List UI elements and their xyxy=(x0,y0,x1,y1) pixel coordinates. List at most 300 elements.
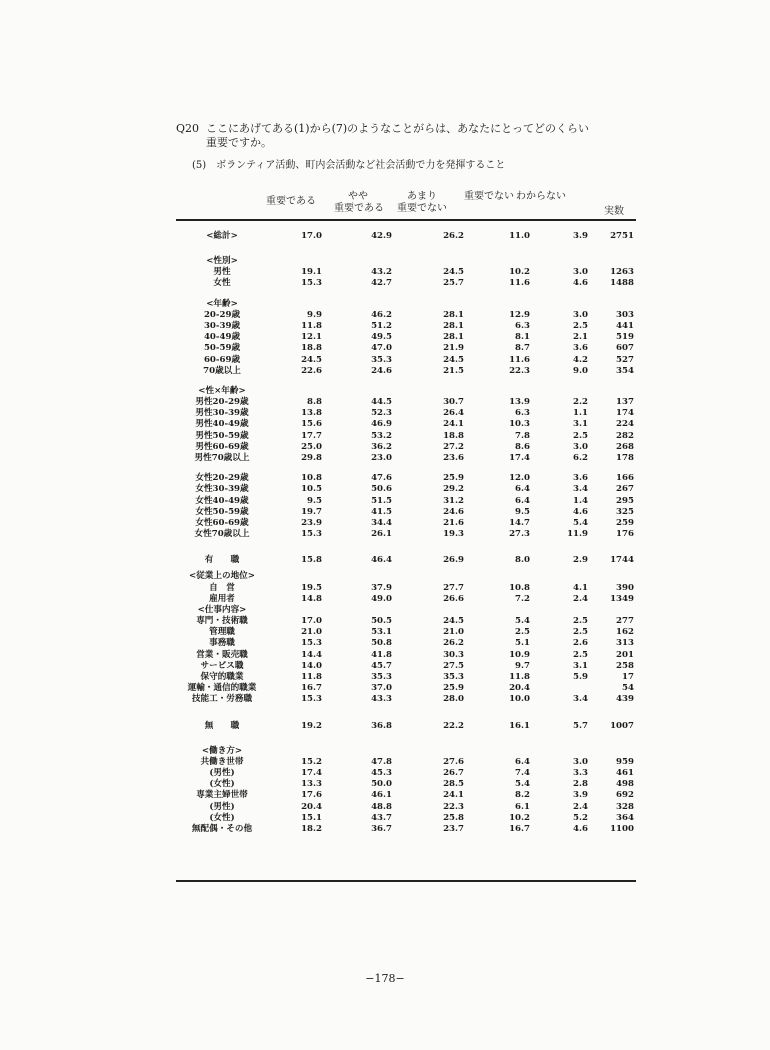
question-text-line2: 重要ですか。 xyxy=(206,136,272,149)
row-label: 男性20-29歳 xyxy=(195,397,249,408)
cell-col1: 9.9 xyxy=(307,309,322,320)
data-table xyxy=(176,225,636,835)
cell-col6: 607 xyxy=(616,343,634,354)
table-row xyxy=(176,518,636,529)
cell-col3: 26.4 xyxy=(443,408,464,419)
cell-col5: 3.0 xyxy=(573,756,588,767)
cell-col2: 53.1 xyxy=(371,627,392,638)
table-row xyxy=(176,321,636,332)
row-spacer xyxy=(176,737,636,746)
table-bottom-rule xyxy=(176,880,636,882)
cell-col1: 19.7 xyxy=(301,506,322,517)
row-label: 女性40-49歳 xyxy=(195,495,249,506)
table-row xyxy=(176,408,636,419)
cell-col5: 2.5 xyxy=(573,320,588,331)
cell-col1: 17.0 xyxy=(301,616,322,627)
cell-col6: 498 xyxy=(616,779,634,790)
table-row xyxy=(176,442,636,453)
cell-col6: 519 xyxy=(616,332,634,343)
row-label: 事務職 xyxy=(209,638,235,649)
cell-col4: 6.4 xyxy=(515,495,530,506)
cell-col4: 10.2 xyxy=(509,267,530,278)
cell-col3: 24.6 xyxy=(443,506,464,517)
cell-col1: 23.9 xyxy=(301,517,322,528)
row-label: 女性50-59歳 xyxy=(195,506,249,517)
cell-col6: 461 xyxy=(616,767,634,778)
cell-col5: 3.0 xyxy=(573,309,588,320)
cell-col3: 24.1 xyxy=(443,419,464,430)
cell-col4: 14.7 xyxy=(509,517,530,528)
cell-col4: 2.5 xyxy=(515,627,530,638)
cell-col6: 174 xyxy=(616,408,634,419)
cell-col1: 16.7 xyxy=(301,683,322,694)
cell-col5: 5.7 xyxy=(573,720,588,731)
cell-col5: 3.9 xyxy=(573,231,588,241)
cell-col4: 27.3 xyxy=(509,529,530,540)
cell-col6: 224 xyxy=(616,419,634,430)
cell-col3: 26.6 xyxy=(443,593,464,604)
cell-col2: 47.6 xyxy=(371,473,392,484)
cell-col6: 1744 xyxy=(610,555,634,566)
row-label: <仕事内容> xyxy=(197,604,247,615)
cell-col1: 14.8 xyxy=(301,593,322,604)
cell-col5: 6.2 xyxy=(573,453,588,463)
row-label: <総計> xyxy=(206,231,238,241)
cell-col3: 28.5 xyxy=(443,779,464,790)
cell-col4: 10.2 xyxy=(509,812,530,823)
header-count: 実数 xyxy=(604,206,624,217)
cell-col6: 439 xyxy=(616,694,634,705)
table-row xyxy=(176,310,636,321)
row-label: 女性30-39歳 xyxy=(195,484,249,495)
question-number: Q20 xyxy=(176,122,200,135)
cell-col1: 11.8 xyxy=(301,672,322,682)
cell-col4: 8.7 xyxy=(515,343,530,354)
cell-col4: 7.4 xyxy=(515,767,530,778)
cell-col5: 3.1 xyxy=(573,660,588,671)
row-label: 専業主婦世帯 xyxy=(196,790,248,801)
cell-col4: 11.6 xyxy=(509,354,530,365)
cell-col4: 6.4 xyxy=(515,484,530,495)
cell-col1: 15.8 xyxy=(301,555,322,566)
cell-col5: 2.8 xyxy=(573,779,588,790)
cell-col3: 25.7 xyxy=(443,278,464,289)
page-number: −178− xyxy=(365,972,405,985)
table-row xyxy=(176,715,636,737)
cell-col6: 54 xyxy=(622,683,634,694)
table-row xyxy=(176,779,636,790)
cell-col3: 23.7 xyxy=(443,823,464,834)
cell-col3: 21.6 xyxy=(443,517,464,528)
cell-col2: 36.2 xyxy=(371,441,392,452)
row-spacer xyxy=(176,540,636,549)
table-row xyxy=(176,605,636,616)
cell-col1: 19.2 xyxy=(301,720,322,731)
cell-col6: 364 xyxy=(616,812,634,823)
cell-col6: 178 xyxy=(616,453,634,463)
cell-col5: 5.2 xyxy=(573,812,588,823)
cell-col3: 22.2 xyxy=(443,720,464,731)
row-label: 30-39歳 xyxy=(203,320,241,331)
cell-col2: 48.8 xyxy=(371,801,392,812)
row-label: 無配偶・その他 xyxy=(191,823,253,834)
row-label: <働き方> xyxy=(201,745,243,756)
cell-col2: 35.3 xyxy=(371,354,392,365)
cell-col3: 26.2 xyxy=(443,638,464,649)
table-row xyxy=(176,529,636,540)
cell-col6: 313 xyxy=(616,638,634,649)
row-label: <性別> xyxy=(206,256,238,266)
cell-col5: 3.3 xyxy=(573,767,588,778)
cell-col5: 2.4 xyxy=(573,801,588,812)
cell-col1: 14.0 xyxy=(301,660,322,671)
cell-col3: 24.5 xyxy=(443,354,464,365)
cell-col2: 50.0 xyxy=(371,779,392,790)
cell-col1: 22.6 xyxy=(301,365,322,376)
cell-col4: 16.7 xyxy=(509,823,530,834)
row-label: 技能工・労務職 xyxy=(191,694,253,705)
row-label: <年齢> xyxy=(206,298,238,309)
cell-col3: 35.3 xyxy=(443,672,464,682)
cell-col2: 52.3 xyxy=(371,408,392,419)
table-row xyxy=(176,694,636,705)
table-row xyxy=(176,343,636,354)
cell-col1: 15.1 xyxy=(301,812,322,823)
table-row xyxy=(176,397,636,408)
cell-col3: 31.2 xyxy=(443,495,464,506)
cell-col1: 19.1 xyxy=(301,267,322,278)
cell-col1: 15.3 xyxy=(301,278,322,289)
row-label: 女性70歳以上 xyxy=(194,529,250,540)
cell-col2: 46.2 xyxy=(371,309,392,320)
cell-col6: 390 xyxy=(616,582,634,593)
cell-col1: 17.6 xyxy=(301,790,322,801)
cell-col4: 8.6 xyxy=(515,441,530,452)
cell-col4: 11.6 xyxy=(509,278,530,289)
cell-col1: 15.2 xyxy=(301,756,322,767)
cell-col2: 44.5 xyxy=(371,397,392,408)
table-top-rule xyxy=(176,219,636,221)
cell-col3: 28.1 xyxy=(443,320,464,331)
cell-col2: 43.3 xyxy=(371,694,392,705)
cell-col5: 5.4 xyxy=(573,517,588,528)
row-label: 男性70歳以上 xyxy=(194,453,250,463)
cell-col3: 18.8 xyxy=(443,430,464,441)
cell-col2: 49.5 xyxy=(371,332,392,343)
cell-col1: 18.2 xyxy=(301,823,322,834)
cell-col3: 28.1 xyxy=(443,309,464,320)
row-label: (男性) xyxy=(209,767,235,778)
cell-col5: 5.9 xyxy=(573,672,588,682)
cell-col5: 9.0 xyxy=(573,365,588,376)
cell-col3: 30.7 xyxy=(443,397,464,408)
cell-col3: 27.6 xyxy=(443,756,464,767)
cell-col4: 12.9 xyxy=(509,309,530,320)
cell-col6: 1263 xyxy=(610,267,634,278)
row-label: 専門・技術職 xyxy=(196,616,248,627)
cell-col5: 2.4 xyxy=(573,593,588,604)
cell-col2: 37.9 xyxy=(371,582,392,593)
row-label: 雇用者 xyxy=(209,593,235,604)
row-spacer xyxy=(176,706,636,715)
cell-col6: 295 xyxy=(616,495,634,506)
cell-col3: 24.1 xyxy=(443,790,464,801)
cell-col2: 26.1 xyxy=(371,529,392,540)
header-somewhat-line1: やや xyxy=(348,191,368,202)
cell-col3: 22.3 xyxy=(443,801,464,812)
cell-col2: 50.5 xyxy=(371,616,392,627)
header-somewhat-line2: 重要である xyxy=(334,203,384,214)
cell-col2: 37.0 xyxy=(371,683,392,694)
table-row xyxy=(176,683,636,694)
cell-col1: 17.0 xyxy=(301,231,322,241)
cell-col6: 1100 xyxy=(610,823,634,834)
cell-col2: 23.0 xyxy=(371,453,392,463)
row-label: 無 職 xyxy=(204,720,240,731)
cell-col4: 10.0 xyxy=(509,694,530,705)
cell-col1: 29.8 xyxy=(301,453,322,463)
cell-col3: 25.9 xyxy=(443,473,464,484)
cell-col2: 47.8 xyxy=(371,756,392,767)
cell-col6: 692 xyxy=(616,790,634,801)
cell-col5: 1.4 xyxy=(573,495,588,506)
cell-col6: 282 xyxy=(616,430,634,441)
cell-col4: 5.1 xyxy=(515,638,530,649)
row-label: 保守的職業 xyxy=(200,672,244,682)
cell-col4: 5.4 xyxy=(515,779,530,790)
cell-col3: 21.5 xyxy=(443,365,464,376)
question-text-line1: ここにあげてある(1)から(7)のようなことがらは、あなたにとってどのくらい xyxy=(206,122,589,135)
cell-col1: 21.0 xyxy=(301,627,322,638)
row-label: 有 職 xyxy=(204,555,240,566)
cell-col6: 277 xyxy=(616,616,634,627)
table-row xyxy=(176,746,636,757)
cell-col5: 3.6 xyxy=(573,343,588,354)
table-row xyxy=(176,650,636,661)
cell-col6: 1007 xyxy=(610,720,634,731)
cell-col2: 51.5 xyxy=(371,495,392,506)
row-label: 営業・販売職 xyxy=(196,649,248,660)
cell-col6: 354 xyxy=(616,365,634,376)
cell-col4: 8.1 xyxy=(515,332,530,343)
table-row xyxy=(176,484,636,495)
cell-col2: 46.9 xyxy=(371,419,392,430)
row-label: <従業上の地位> xyxy=(189,571,255,582)
cell-col1: 10.8 xyxy=(301,473,322,484)
cell-col5: 3.9 xyxy=(573,790,588,801)
cell-col2: 43.7 xyxy=(371,812,392,823)
cell-col5: 11.9 xyxy=(567,529,588,540)
cell-col6: 137 xyxy=(616,397,634,408)
cell-col5: 2.5 xyxy=(573,616,588,627)
cell-col4: 10.9 xyxy=(509,649,530,660)
cell-col2: 49.0 xyxy=(371,593,392,604)
cell-col6: 176 xyxy=(616,529,634,540)
cell-col1: 19.5 xyxy=(301,582,322,593)
cell-col2: 46.1 xyxy=(371,790,392,801)
cell-col2: 50.6 xyxy=(371,484,392,495)
cell-col3: 19.3 xyxy=(443,529,464,540)
cell-col5: 4.6 xyxy=(573,506,588,517)
cell-col3: 26.2 xyxy=(443,231,464,241)
cell-col4: 12.0 xyxy=(509,473,530,484)
cell-col1: 15.3 xyxy=(301,638,322,649)
cell-col4: 11.0 xyxy=(509,231,530,241)
cell-col6: 201 xyxy=(616,649,634,660)
cell-col3: 21.9 xyxy=(443,343,464,354)
table-row xyxy=(176,594,636,605)
cell-col1: 14.4 xyxy=(301,649,322,660)
table-row xyxy=(176,790,636,801)
table-row xyxy=(176,453,636,464)
table-row xyxy=(176,507,636,518)
table-row xyxy=(176,616,636,627)
row-label: 女性 xyxy=(213,278,231,289)
cell-col5: 3.1 xyxy=(573,419,588,430)
cell-col5: 1.1 xyxy=(573,408,588,419)
row-label: 70歳以上 xyxy=(203,365,241,376)
cell-col6: 325 xyxy=(616,506,634,517)
cell-col2: 51.2 xyxy=(371,320,392,331)
header-dont-know: わからない xyxy=(516,191,566,202)
cell-col2: 50.8 xyxy=(371,638,392,649)
row-label: 20-29歳 xyxy=(203,309,241,320)
cell-col2: 45.3 xyxy=(371,767,392,778)
cell-col3: 30.3 xyxy=(443,649,464,660)
table-row xyxy=(176,813,636,824)
cell-col4: 16.1 xyxy=(509,720,530,731)
row-label: サービス職 xyxy=(200,660,244,671)
cell-col6: 17 xyxy=(622,672,634,682)
cell-col6: 259 xyxy=(616,517,634,528)
row-label: <性×年齢> xyxy=(198,385,246,396)
table-row xyxy=(176,473,636,484)
cell-col5: 4.1 xyxy=(573,582,588,593)
cell-col5: 2.6 xyxy=(573,638,588,649)
cell-col6: 441 xyxy=(616,320,634,331)
cell-col3: 26.9 xyxy=(443,555,464,566)
table-row xyxy=(176,802,636,813)
cell-col2: 42.7 xyxy=(371,278,392,289)
cell-col2: 41.5 xyxy=(371,506,392,517)
cell-col5: 2.5 xyxy=(573,430,588,441)
cell-col5: 4.6 xyxy=(573,823,588,834)
cell-col4: 6.4 xyxy=(515,756,530,767)
cell-col3: 27.2 xyxy=(443,441,464,452)
table-row xyxy=(176,768,636,779)
row-spacer xyxy=(176,377,636,386)
cell-col6: 2751 xyxy=(610,231,634,241)
table-row xyxy=(176,638,636,649)
cell-col3: 25.8 xyxy=(443,812,464,823)
table-row xyxy=(176,419,636,430)
cell-col2: 24.6 xyxy=(371,365,392,376)
cell-col3: 23.6 xyxy=(443,453,464,463)
cell-col3: 25.9 xyxy=(443,683,464,694)
table-row xyxy=(176,225,636,247)
table-row xyxy=(176,256,636,267)
row-spacer xyxy=(176,247,636,256)
header-not-important: 重要でない xyxy=(464,191,514,202)
cell-col1: 20.4 xyxy=(301,801,322,812)
cell-col1: 12.1 xyxy=(301,332,322,343)
cell-col1: 24.5 xyxy=(301,354,322,365)
cell-col1: 8.8 xyxy=(307,397,322,408)
cell-col6: 162 xyxy=(616,627,634,638)
table-row xyxy=(176,571,636,582)
cell-col4: 10.8 xyxy=(509,582,530,593)
cell-col3: 26.7 xyxy=(443,767,464,778)
cell-col1: 18.8 xyxy=(301,343,322,354)
row-label: 運輸・通信的職業 xyxy=(187,683,257,694)
cell-col3: 28.1 xyxy=(443,332,464,343)
table-row xyxy=(176,627,636,638)
cell-col6: 1488 xyxy=(610,278,634,289)
cell-col2: 42.9 xyxy=(371,231,392,241)
cell-col4: 11.8 xyxy=(509,672,530,682)
cell-col6: 959 xyxy=(616,756,634,767)
cell-col6: 166 xyxy=(616,473,634,484)
cell-col4: 5.4 xyxy=(515,616,530,627)
row-label: 男性40-49歳 xyxy=(195,419,249,430)
table-row xyxy=(176,549,636,571)
cell-col5: 4.2 xyxy=(573,354,588,365)
cell-col3: 24.5 xyxy=(443,267,464,278)
table-row xyxy=(176,824,636,835)
question-subitem: (5) ボランティア活動、町内会活動など社会活動で力を発揮すること xyxy=(192,160,506,171)
row-label: (女性) xyxy=(209,779,235,790)
cell-col1: 13.3 xyxy=(301,779,322,790)
row-label: 男性 xyxy=(213,267,231,278)
table-row xyxy=(176,583,636,594)
cell-col1: 17.4 xyxy=(301,767,322,778)
row-label: 男性60-69歳 xyxy=(195,441,249,452)
cell-col6: 303 xyxy=(616,309,634,320)
cell-col1: 10.5 xyxy=(301,484,322,495)
cell-col4: 22.3 xyxy=(509,365,530,376)
cell-col4: 7.8 xyxy=(515,430,530,441)
cell-col1: 11.8 xyxy=(301,320,322,331)
cell-col4: 10.3 xyxy=(509,419,530,430)
cell-col4: 13.9 xyxy=(509,397,530,408)
row-label: 女性20-29歳 xyxy=(195,473,249,484)
cell-col5: 2.5 xyxy=(573,649,588,660)
cell-col3: 27.7 xyxy=(443,582,464,593)
cell-col5: 2.2 xyxy=(573,397,588,408)
row-label: 管理職 xyxy=(209,627,235,638)
table-row xyxy=(176,278,636,289)
cell-col1: 17.7 xyxy=(301,430,322,441)
row-label: (女性) xyxy=(209,812,235,823)
cell-col3: 28.0 xyxy=(443,694,464,705)
header-important: 重要である xyxy=(266,196,316,207)
cell-col6: 268 xyxy=(616,441,634,452)
cell-col1: 15.3 xyxy=(301,529,322,540)
cell-col1: 15.6 xyxy=(301,419,322,430)
cell-col5: 3.4 xyxy=(573,484,588,495)
cell-col2: 35.3 xyxy=(371,672,392,682)
cell-col2: 36.7 xyxy=(371,823,392,834)
cell-col5: 3.0 xyxy=(573,441,588,452)
cell-col2: 34.4 xyxy=(371,517,392,528)
cell-col2: 41.8 xyxy=(371,649,392,660)
cell-col5: 3.6 xyxy=(573,473,588,484)
table-row xyxy=(176,496,636,507)
table-row xyxy=(176,672,636,683)
row-label: 男性50-59歳 xyxy=(195,430,249,441)
table-row xyxy=(176,386,636,397)
row-spacer xyxy=(176,290,636,299)
